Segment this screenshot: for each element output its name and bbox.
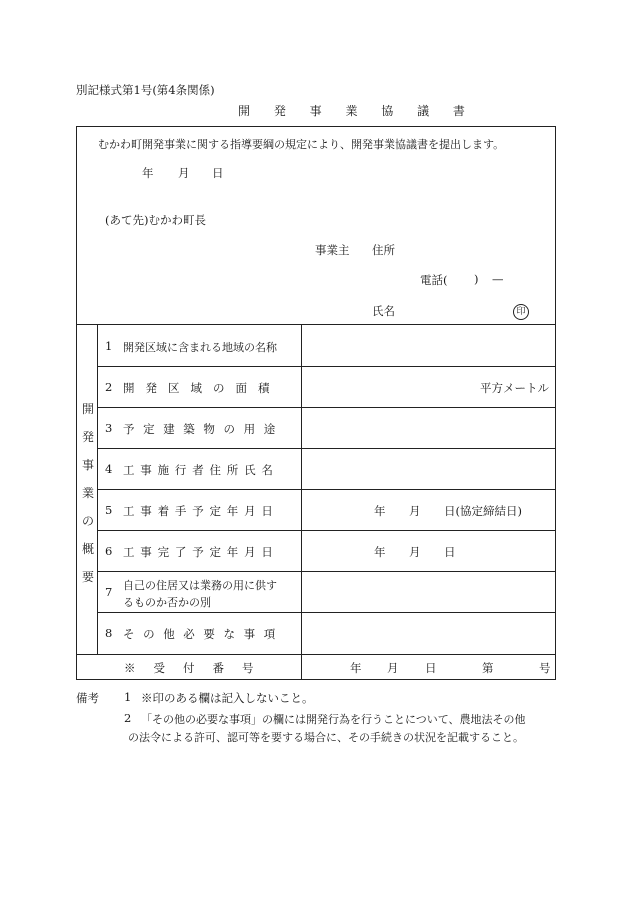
divider — [97, 530, 556, 531]
summary-vertical-char: 発 — [81, 430, 94, 444]
row-number: 4 — [105, 462, 113, 476]
divider — [97, 489, 556, 490]
region-name-field[interactable] — [302, 325, 555, 365]
date-day[interactable]: 日 — [212, 166, 224, 180]
summary-vertical-char: 事 — [81, 458, 94, 472]
area-unit: 平方メートル — [480, 381, 549, 395]
receipt-year: 年 — [350, 661, 362, 675]
row-number: 2 — [105, 380, 113, 394]
row-label-line1: 自己の住居又は業務の用に供す — [123, 579, 277, 592]
start-day[interactable]: 日(協定締結日) — [444, 504, 522, 518]
name-label[interactable]: 氏名 — [372, 304, 395, 318]
note-text: ※印のある欄は記入しないこと。 — [141, 691, 314, 705]
row-number: 7 — [105, 585, 113, 599]
row-label: その他必要な事項 — [123, 627, 284, 641]
date-month[interactable]: 月 — [178, 166, 190, 180]
divider — [76, 654, 556, 655]
note-text: の法令による許可、認可等を要する場合に、その手続きの状況を記載すること。 — [128, 731, 524, 744]
summary-vertical-char: 概 — [81, 542, 94, 556]
summary-vertical-char: 開 — [81, 402, 94, 416]
seal-icon: 印 — [513, 304, 529, 320]
row-label: 予定建築物の用途 — [123, 422, 284, 436]
row-number: 3 — [105, 421, 113, 435]
receipt-month: 月 — [387, 661, 399, 675]
end-month[interactable]: 月 — [409, 545, 421, 559]
end-day[interactable]: 日 — [444, 545, 456, 559]
row-label: 工事施行者住所氏名 — [123, 463, 279, 477]
receipt-go: 号 — [539, 661, 551, 675]
divider — [97, 366, 556, 367]
start-year[interactable]: 年 — [374, 504, 386, 518]
contractor-field[interactable] — [302, 449, 555, 488]
addressee: (あて先)むかわ町長 — [105, 213, 206, 227]
end-year[interactable]: 年 — [374, 545, 386, 559]
row-number: 1 — [105, 339, 113, 353]
receipt-day: 日 — [425, 661, 437, 675]
phone-close: ) — [474, 272, 479, 286]
note-number: 1 — [124, 690, 132, 704]
row-label: 工事着手予定年月日 — [123, 504, 279, 518]
own-use-field[interactable] — [302, 572, 555, 611]
note-text: 「その他の必要な事項」の欄には開発行為を行うことについて、農地法その他 — [141, 713, 526, 726]
intro-statement: むかわ町開発事業に関する指導要綱の規定により、開発事業協議書を提出します。 — [98, 138, 505, 151]
receipt-label: ※受付番号 — [124, 661, 272, 675]
note-number: 2 — [124, 711, 132, 725]
document-title: 開 発 事 業 協 議 書 — [238, 104, 475, 118]
start-month[interactable]: 月 — [409, 504, 421, 518]
summary-vertical-char: の — [81, 514, 94, 528]
receipt-dai: 第 — [482, 661, 494, 675]
form-number: 別記様式第1号(第4条関係) — [76, 83, 215, 97]
applicant-label: 事業主 — [315, 243, 350, 257]
notes-heading: 備考 — [76, 691, 99, 705]
phone-label[interactable]: 電話( — [420, 273, 448, 287]
row-label: 工事完了予定年月日 — [123, 545, 279, 559]
row-label: 開発区域に含まれる地域の名称 — [123, 341, 277, 354]
row-label-text: 開発区域の面積 — [123, 381, 281, 395]
row-label — [123, 380, 289, 396]
row-number: 8 — [105, 626, 113, 640]
other-matters-field[interactable] — [302, 613, 555, 653]
row-number: 5 — [105, 503, 113, 517]
summary-vertical-char: 業 — [81, 486, 94, 500]
building-use-field[interactable] — [302, 408, 555, 447]
summary-vertical-char: 要 — [81, 570, 94, 584]
date-year[interactable]: 年 — [142, 166, 154, 180]
phone-dash: — — [492, 272, 504, 286]
row-number: 6 — [105, 544, 113, 558]
row-label-line2: るものか否かの別 — [123, 596, 211, 609]
address-label[interactable]: 住所 — [372, 243, 395, 257]
